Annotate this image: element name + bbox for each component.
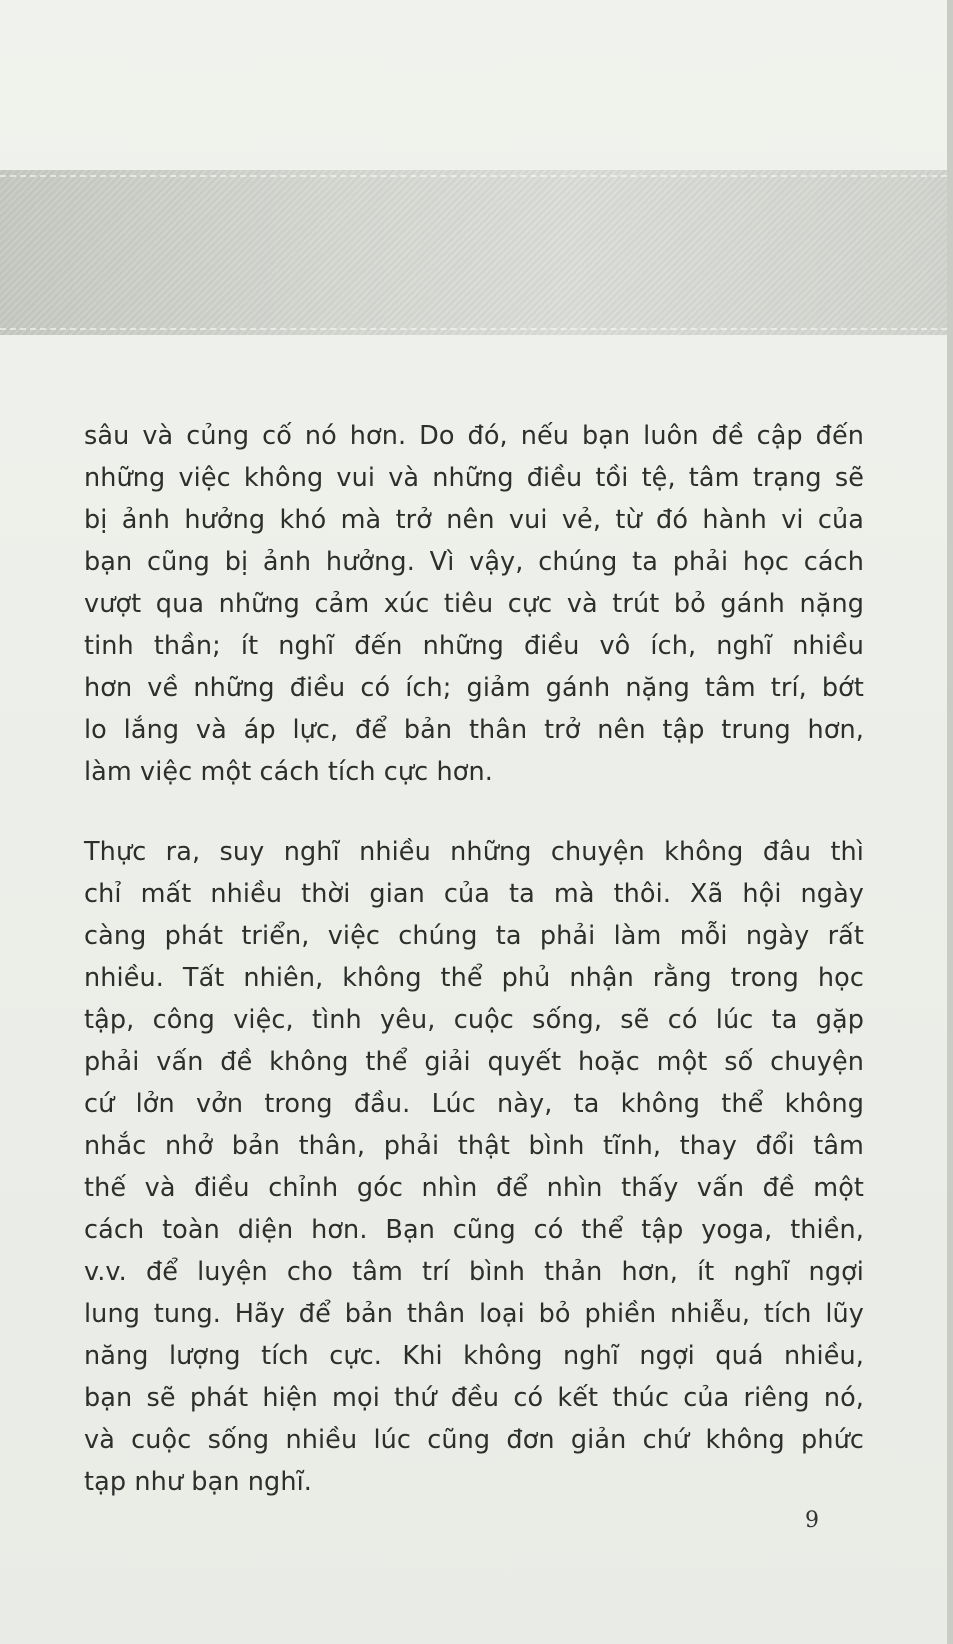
text-line: năng lượng tích cực. Khi không nghĩ ngợi quá nhiều, <box>84 1341 864 1371</box>
text-line: bạn cũng bị ảnh hưởng. Vì vậy, chúng ta phải học cách <box>84 547 864 577</box>
text-line: bạn sẽ phát hiện mọi thứ đều có kết thúc của riêng nó, <box>84 1383 864 1413</box>
text-line: và cuộc sống nhiều lúc cũng đơn giản chứ không phức <box>84 1425 864 1455</box>
body-text <box>84 415 864 1503</box>
page-number: 9 <box>805 1508 819 1533</box>
text-line: những việc không vui và những điều tồi tệ, tâm trạng sẽ <box>84 463 864 493</box>
text-line: Thực ra, suy nghĩ nhiều những chuyện không đâu thì <box>84 837 864 867</box>
band-stitch-bottom <box>0 328 947 330</box>
page-edge-shadow <box>947 0 953 1644</box>
text-line: tập, công việc, tình yêu, cuộc sống, sẽ có lúc ta gặp <box>84 1005 864 1035</box>
text-line: nhắc nhở bản thân, phải thật bình tĩnh, thay đổi tâm <box>84 1131 864 1161</box>
text-line: nhiều. Tất nhiên, không thể phủ nhận rằng trong học <box>84 963 864 993</box>
text-line: thế và điều chỉnh góc nhìn để nhìn thấy vấn đề một <box>84 1173 864 1203</box>
text-line: bị ảnh hưởng khó mà trở nên vui vẻ, từ đó hành vi của <box>84 505 864 535</box>
text-line: vượt qua những cảm xúc tiêu cực và trút bỏ gánh nặng <box>84 589 864 619</box>
text-line: phải vấn đề không thể giải quyết hoặc một số chuyện <box>84 1047 864 1077</box>
text-line: tinh thần; ít nghĩ đến những điều vô ích, nghĩ nhiều <box>84 631 864 661</box>
text-line: càng phát triển, việc chúng ta phải làm mỗi ngày rất <box>84 921 864 951</box>
decorative-header-band <box>0 170 947 335</box>
text-line: v.v. để luyện cho tâm trí bình thản hơn, ít nghĩ ngợi <box>84 1257 864 1287</box>
text-line: hơn về những điều có ích; giảm gánh nặng tâm trí, bớt <box>84 673 864 703</box>
text-line: tạp như bạn nghĩ. <box>84 1467 312 1497</box>
paragraph-2 <box>84 831 864 1503</box>
text-line: lo lắng và áp lực, để bản thân trở nên tập trung hơn, <box>84 715 864 745</box>
text-line: sâu và củng cố nó hơn. Do đó, nếu bạn luôn đề cập đến <box>84 421 864 451</box>
text-line: cách toàn diện hơn. Bạn cũng có thể tập yoga, thiền, <box>84 1215 864 1245</box>
text-line: chỉ mất nhiều thời gian của ta mà thôi. Xã hội ngày <box>84 879 864 909</box>
paragraph-1 <box>84 415 864 793</box>
paragraph-gap <box>84 793 864 831</box>
text-line: lung tung. Hãy để bản thân loại bỏ phiền nhiễu, tích lũy <box>84 1299 864 1329</box>
text-line: làm việc một cách tích cực hơn. <box>84 757 493 787</box>
text-line: cứ lởn vởn trong đầu. Lúc này, ta không thể không <box>84 1089 864 1119</box>
band-stitch-top <box>0 175 947 177</box>
